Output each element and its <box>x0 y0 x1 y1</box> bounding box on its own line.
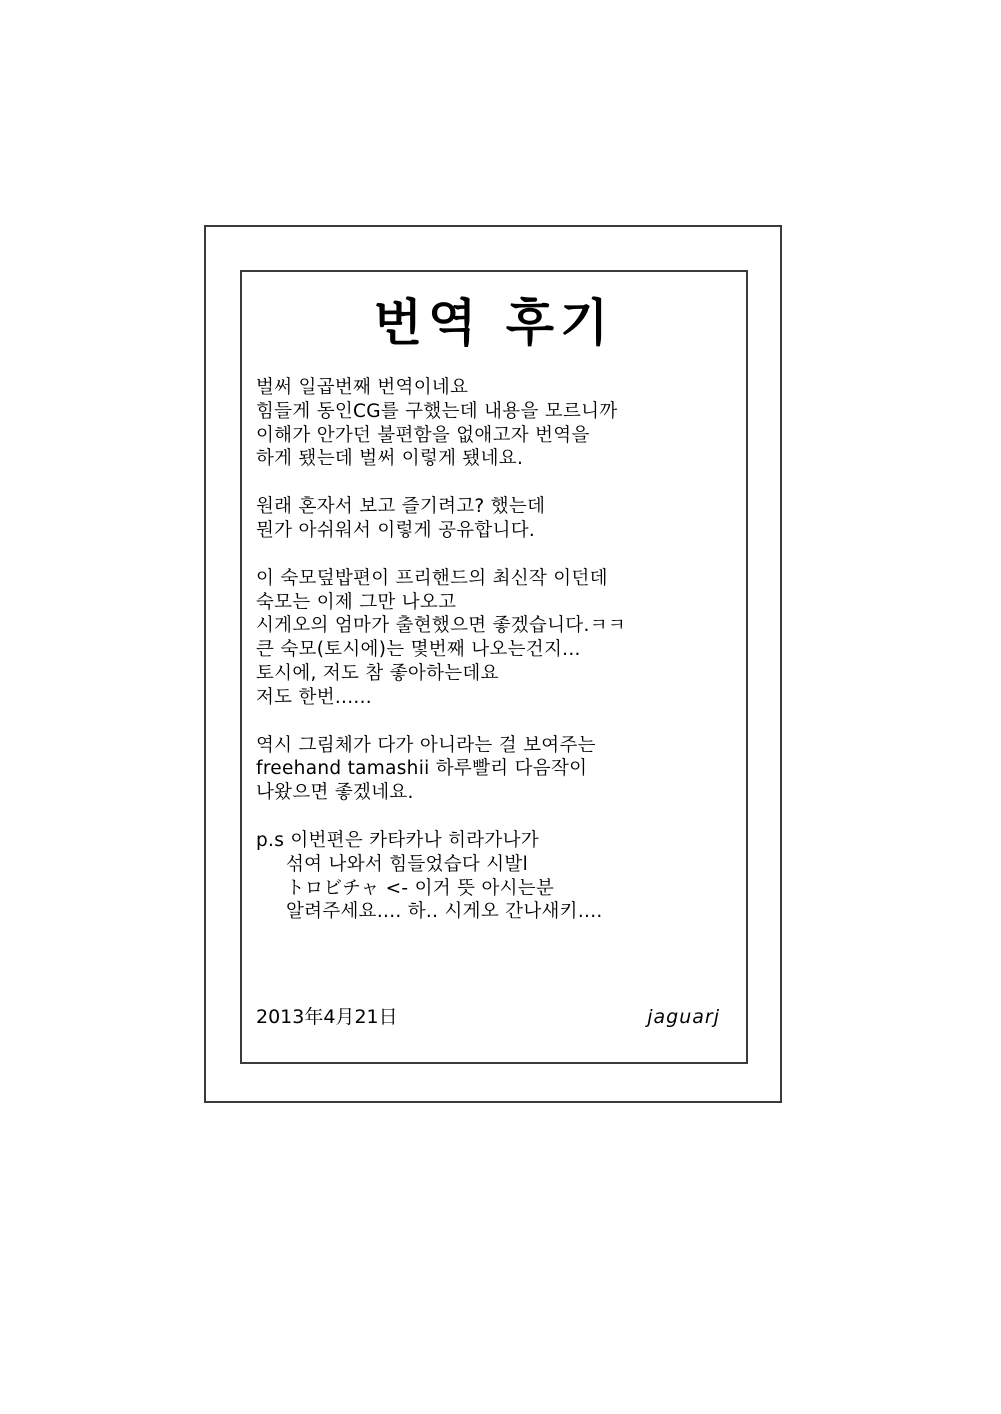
text-line: 힘들게 동인CG를 구했는데 내용을 모르니까 <box>256 400 618 422</box>
page-title: 번역 후기 <box>373 294 615 352</box>
text-line: 이 숙모덮밥편이 프리핸드의 최신작 이던데 <box>256 567 608 589</box>
text-line: 토시에, 저도 참 좋아하는데요 <box>256 662 499 684</box>
text-line: 이해가 안가던 불편함을 없애고자 번역을 <box>256 424 590 446</box>
text-line: 나왔으면 좋겠네요. <box>256 782 414 804</box>
text-line: 저도 한번...... <box>256 686 372 708</box>
text-line: 원래 혼자서 보고 즐기려고? 했는데 <box>256 496 546 518</box>
author-signature: jaguarj <box>647 1006 720 1028</box>
text-line: 시게오의 엄마가 출현했으면 좋겠습니다.ㅋㅋ <box>256 615 626 637</box>
text-line: 벌써 일곱번째 번역이네요 <box>256 377 469 398</box>
text-line: 역시 그림체가 다가 아니라는 걸 보여주는 <box>256 734 596 756</box>
date-text: 2013年4月21日 <box>256 1006 398 1028</box>
paragraph-4 <box>256 734 736 805</box>
postscript <box>256 829 736 924</box>
text-line: 섞여 나와서 힘들었습다 시발l <box>286 853 529 875</box>
paragraph-2 <box>256 495 736 543</box>
text-line: 숙모는 이제 그만 나오고 <box>256 591 457 613</box>
text-line: 알려주세요.... 하.. 시게오 간나새키.... <box>286 901 603 923</box>
text-line: トロビチャ <- 이거 뜻 아시는분 <box>286 877 555 899</box>
paragraph-3 <box>256 567 736 710</box>
footer <box>256 1004 720 1030</box>
text-line: freehand tamashii 하루빨리 다음작이 <box>256 758 588 780</box>
paragraph-1 <box>256 376 736 471</box>
text-line: 하게 됐는데 벌써 이렇게 됐네요. <box>256 448 524 470</box>
text-line: 뭔가 아쉬워서 이렇게 공유합니다. <box>256 519 536 541</box>
text-line: 큰 숙모(토시에)는 몇번째 나오는건지... <box>256 639 581 661</box>
afterword-body <box>256 376 736 948</box>
text-line: p.s 이번편은 카타카나 히라가나가 <box>256 829 539 851</box>
